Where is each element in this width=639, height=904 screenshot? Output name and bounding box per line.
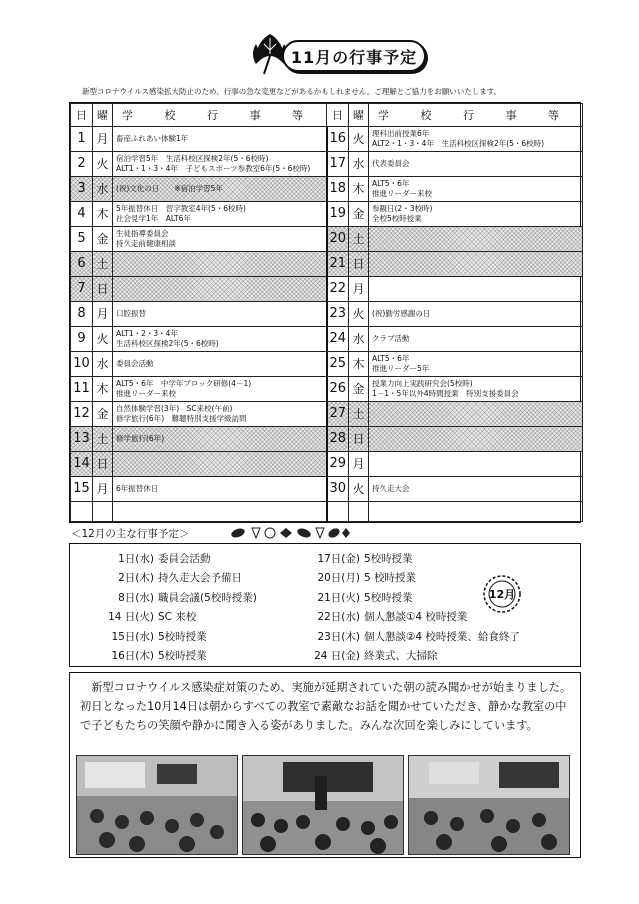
essay-text: 新型コロナウイルス感染症対策のため、実施が延期されていた朝の読み聞かせが始まりました。初日となった10月14日は朝からすべての教室で素敵なお話を聞かせていただき、静かな教室の中で子どもたちの笑顔や静かに聞き入る姿がありました。みんな次回を楽しみにしています。 bbox=[80, 681, 572, 732]
header-events: 学 校 行 事 等 bbox=[113, 104, 327, 127]
right-events-cell bbox=[369, 301, 583, 326]
left-weekday-cell: 日 bbox=[93, 276, 113, 301]
left-weekday-cell: 木 bbox=[93, 376, 113, 401]
right-day-cell: 17 bbox=[327, 151, 349, 176]
left-weekday-cell: 月 bbox=[93, 301, 113, 326]
table-row bbox=[71, 451, 583, 476]
december-badge-text: 12月 bbox=[488, 588, 516, 601]
december-event-date: 17日(金) bbox=[317, 553, 360, 565]
december-event-name: 5校時授業 bbox=[364, 591, 413, 604]
event-line: 5年振替休日 習字教室4年(5・6校時) bbox=[116, 204, 246, 214]
event-line: (祝)勤労感謝の日 bbox=[372, 309, 431, 319]
december-event-date: 20日(月) bbox=[317, 572, 360, 585]
essay-box bbox=[69, 672, 581, 858]
left-events-cell bbox=[113, 301, 327, 326]
right-day-cell: 30 bbox=[327, 476, 349, 501]
right-day-cell: 28 bbox=[327, 426, 349, 451]
right-weekday-cell: 月 bbox=[349, 451, 369, 476]
right-events-cell bbox=[369, 476, 583, 501]
left-events-cell bbox=[113, 127, 327, 152]
left-day-cell: 12 bbox=[71, 401, 93, 426]
right-events-cell bbox=[369, 201, 583, 226]
right-day-cell: 19 bbox=[327, 201, 349, 226]
december-event-name: 5 校時授業 bbox=[364, 572, 417, 585]
december-event-item bbox=[88, 647, 257, 666]
event-line: 社会見学1年 ALT6年 bbox=[116, 213, 191, 223]
left-day-cell: 3 bbox=[71, 176, 93, 201]
event-line: 授業力向上実践研究会(5校時) bbox=[372, 379, 473, 389]
left-weekday-cell: 月 bbox=[93, 127, 113, 152]
right-weekday-cell: 土 bbox=[349, 401, 369, 426]
right-weekday-cell: 火 bbox=[349, 127, 369, 152]
left-events-cell bbox=[113, 426, 327, 451]
right-events-cell bbox=[369, 401, 583, 426]
left-weekday-cell: 木 bbox=[93, 201, 113, 226]
blank-cell bbox=[71, 501, 93, 521]
december-event-name: 5校時授業 bbox=[158, 650, 207, 663]
event-line: 推進リーダー来校 bbox=[372, 188, 432, 198]
table-row bbox=[71, 376, 583, 401]
left-weekday-cell: 土 bbox=[93, 426, 113, 451]
december-event-item bbox=[294, 550, 520, 569]
december-event-name: 持久走大会予備日 bbox=[158, 572, 242, 585]
right-weekday-cell: 金 bbox=[349, 201, 369, 226]
december-event-name: 個人懇談①4 校時授業 bbox=[364, 611, 468, 624]
event-line: 1－1・5年以外4時間授業 特別支援委員会 bbox=[372, 388, 519, 398]
left-day-cell: 11 bbox=[71, 376, 93, 401]
right-weekday-cell: 月 bbox=[349, 276, 369, 301]
table-row bbox=[71, 226, 583, 251]
right-events-cell bbox=[369, 127, 583, 152]
table-row bbox=[71, 127, 583, 152]
table-row bbox=[71, 426, 583, 451]
left-events-cell bbox=[113, 376, 327, 401]
event-line: 全校5校時授業 bbox=[372, 213, 422, 223]
right-weekday-cell: 火 bbox=[349, 476, 369, 501]
right-day-cell: 24 bbox=[327, 326, 349, 351]
left-weekday-cell: 水 bbox=[93, 176, 113, 201]
event-line: ALT1・2・3・4年 bbox=[116, 329, 178, 339]
left-day-cell: 5 bbox=[71, 226, 93, 251]
event-line: 参観日(2・3校時) bbox=[372, 204, 433, 214]
left-day-cell: 14 bbox=[71, 451, 93, 476]
december-event-item bbox=[88, 550, 257, 569]
table-row bbox=[71, 151, 583, 176]
left-events-cell bbox=[113, 451, 327, 476]
december-event-item bbox=[294, 647, 520, 666]
event-line: 理科出前授業6年 bbox=[372, 129, 430, 139]
table-row bbox=[71, 476, 583, 501]
header-day: 日 bbox=[71, 104, 93, 127]
header-weekday: 曜 bbox=[93, 104, 113, 127]
header-weekday: 曜 bbox=[349, 104, 369, 127]
december-event-date: 23日(木) bbox=[317, 630, 360, 643]
december-event-date: 24 日(金) bbox=[314, 650, 360, 663]
left-weekday-cell: 火 bbox=[93, 326, 113, 351]
right-day-cell: 18 bbox=[327, 176, 349, 201]
notice-text: 新型コロナウイルス感染拡大防止のため、行事の急な変更などがあるかもしれません。ご理解とご協力をお願いいたします。 bbox=[82, 87, 502, 96]
december-event-item bbox=[88, 628, 257, 647]
right-events-cell bbox=[369, 451, 583, 476]
right-day-cell: 26 bbox=[327, 376, 349, 401]
event-line: 生徒指導委員会 bbox=[116, 229, 169, 239]
table-row bbox=[71, 351, 583, 376]
right-day-cell: 16 bbox=[327, 127, 349, 152]
right-events-cell bbox=[369, 426, 583, 451]
left-weekday-cell: 日 bbox=[93, 451, 113, 476]
right-weekday-cell: 火 bbox=[349, 301, 369, 326]
left-weekday-cell: 火 bbox=[93, 151, 113, 176]
december-event-date: 16日(木) bbox=[111, 650, 154, 663]
left-day-cell: 9 bbox=[71, 326, 93, 351]
left-day-cell: 10 bbox=[71, 351, 93, 376]
blank-cell bbox=[327, 501, 349, 521]
classroom-photo-2 bbox=[242, 755, 404, 855]
left-events-cell bbox=[113, 151, 327, 176]
left-day-cell: 15 bbox=[71, 476, 93, 501]
event-line: ALT5・6年 中学年ブロック研修(4－1) bbox=[116, 379, 252, 389]
december-left-list bbox=[88, 550, 257, 666]
event-line: 6年振替休日 bbox=[116, 484, 159, 494]
right-day-cell: 25 bbox=[327, 351, 349, 376]
december-event-date: 22日(水) bbox=[317, 611, 360, 624]
right-day-cell: 20 bbox=[327, 226, 349, 251]
event-line: 持久走大会 bbox=[372, 484, 410, 494]
left-weekday-cell: 月 bbox=[93, 476, 113, 501]
photo-strip bbox=[76, 755, 570, 855]
left-events-cell bbox=[113, 476, 327, 501]
right-events-cell bbox=[369, 376, 583, 401]
event-line: 代表委員会 bbox=[372, 159, 410, 169]
left-events-cell bbox=[113, 251, 327, 276]
blank-cell bbox=[93, 501, 113, 521]
right-events-cell bbox=[369, 326, 583, 351]
december-event-name: 終業式、大掃除 bbox=[364, 650, 438, 663]
table-row bbox=[71, 176, 583, 201]
december-event-date: 14 日(火) bbox=[108, 611, 154, 624]
left-events-cell bbox=[113, 176, 327, 201]
event-line: 修学旅行(6年) bbox=[116, 434, 165, 444]
table-row bbox=[71, 201, 583, 226]
left-weekday-cell: 土 bbox=[93, 251, 113, 276]
table-row bbox=[71, 401, 583, 426]
left-events-cell bbox=[113, 201, 327, 226]
table-row bbox=[71, 301, 583, 326]
left-weekday-cell: 金 bbox=[93, 401, 113, 426]
event-line: 推進リーダー5年 bbox=[372, 363, 430, 373]
event-line: 推進リーダー来校 bbox=[116, 388, 176, 398]
right-weekday-cell: 木 bbox=[349, 351, 369, 376]
right-events-cell bbox=[369, 276, 583, 301]
december-event-name: 5校時授業 bbox=[364, 553, 413, 565]
left-events-cell bbox=[113, 401, 327, 426]
december-event-name: 個人懇談②4 校時授業、給食終了 bbox=[364, 630, 520, 643]
header-day: 日 bbox=[327, 104, 349, 127]
december-event-name: 職員会議(5校時授業) bbox=[158, 591, 257, 604]
header-events: 学 校 行 事 等 bbox=[369, 104, 583, 127]
event-line: (祝)文化の日 ※宿泊学習5年 bbox=[116, 184, 223, 194]
right-day-cell: 21 bbox=[327, 251, 349, 276]
december-events-box bbox=[69, 543, 581, 667]
left-day-cell: 4 bbox=[71, 201, 93, 226]
left-day-cell: 1 bbox=[71, 127, 93, 152]
left-day-cell: 8 bbox=[71, 301, 93, 326]
right-weekday-cell: 土 bbox=[349, 226, 369, 251]
december-event-date: 21日(火) bbox=[317, 591, 360, 604]
right-events-cell bbox=[369, 226, 583, 251]
left-day-cell: 13 bbox=[71, 426, 93, 451]
left-events-cell bbox=[113, 326, 327, 351]
table-row bbox=[71, 251, 583, 276]
december-event-name: SC 来校 bbox=[158, 611, 197, 624]
december-event-item bbox=[294, 628, 520, 647]
classroom-photo-1 bbox=[76, 755, 238, 855]
blank-cell bbox=[369, 501, 583, 521]
december-event-name: 委員会活動 bbox=[158, 553, 211, 565]
left-events-cell bbox=[113, 351, 327, 376]
left-events-cell bbox=[113, 276, 327, 301]
right-weekday-cell: 日 bbox=[349, 251, 369, 276]
december-event-item bbox=[88, 589, 257, 608]
right-day-cell: 22 bbox=[327, 276, 349, 301]
event-line: ALT1・1・3・4年 子どもスポーツ参教室6年(5・6校時) bbox=[116, 163, 311, 173]
table-row bbox=[71, 276, 583, 301]
leaves-icon bbox=[230, 526, 350, 540]
right-day-cell: 23 bbox=[327, 301, 349, 326]
left-events-cell bbox=[113, 226, 327, 251]
left-day-cell: 7 bbox=[71, 276, 93, 301]
blank-cell bbox=[349, 501, 369, 521]
event-line: 宿泊学習5年 生活科校区探検2年(5・6校時) bbox=[116, 154, 269, 164]
event-line: 自然体験学習(3年) SC来校(午前) bbox=[116, 404, 233, 414]
title-banner bbox=[248, 30, 428, 72]
left-day-cell: 2 bbox=[71, 151, 93, 176]
right-events-cell bbox=[369, 176, 583, 201]
event-line: クラブ活動 bbox=[372, 334, 410, 344]
table-header-row bbox=[71, 104, 583, 127]
right-events-cell bbox=[369, 151, 583, 176]
december-event-item bbox=[88, 608, 257, 627]
left-day-cell: 6 bbox=[71, 251, 93, 276]
december-event-date: 15日(水) bbox=[111, 630, 154, 643]
leaf-decoration bbox=[230, 526, 350, 540]
table-row-blank bbox=[71, 501, 583, 521]
event-line: 畜産ふれあい体験1年 bbox=[116, 134, 189, 144]
december-heading: ＜12月の主な行事予定＞ bbox=[71, 528, 190, 540]
left-weekday-cell: 水 bbox=[93, 351, 113, 376]
right-events-cell bbox=[369, 251, 583, 276]
december-event-date: 8日(水) bbox=[118, 591, 154, 604]
december-badge bbox=[482, 574, 522, 614]
event-line: 持久走前健康相談 bbox=[116, 238, 176, 248]
event-line: ALT2・1・3・4年 生活科校区探検2年(5・6校時) bbox=[372, 138, 545, 148]
right-weekday-cell: 水 bbox=[349, 151, 369, 176]
table-row bbox=[71, 326, 583, 351]
november-schedule-table bbox=[69, 102, 581, 523]
classroom-photo-3 bbox=[408, 755, 570, 855]
december-event-name: 5校時授業 bbox=[158, 630, 207, 643]
event-line: ALT5・6年 bbox=[372, 179, 410, 189]
right-events-cell bbox=[369, 351, 583, 376]
december-event-item bbox=[88, 569, 257, 588]
right-weekday-cell: 金 bbox=[349, 376, 369, 401]
page-title: 11月の行事予定 bbox=[282, 40, 426, 72]
right-weekday-cell: 木 bbox=[349, 176, 369, 201]
event-line: ALT5・6年 bbox=[372, 354, 410, 364]
event-line: 修学旅行(6年) 難聴特別支援学級訪問 bbox=[116, 413, 247, 423]
event-line: 口腔振替 bbox=[116, 309, 146, 319]
right-day-cell: 27 bbox=[327, 401, 349, 426]
event-line: 委員会活動 bbox=[116, 359, 154, 369]
december-event-date: 2日(木) bbox=[118, 572, 154, 585]
right-weekday-cell: 日 bbox=[349, 426, 369, 451]
december-event-date: 1日(水) bbox=[118, 553, 154, 565]
right-day-cell: 29 bbox=[327, 451, 349, 476]
event-line: 生活科校区探検2年(5・6校時) bbox=[116, 338, 219, 348]
blank-cell bbox=[113, 501, 327, 521]
left-weekday-cell: 金 bbox=[93, 226, 113, 251]
right-weekday-cell: 水 bbox=[349, 326, 369, 351]
